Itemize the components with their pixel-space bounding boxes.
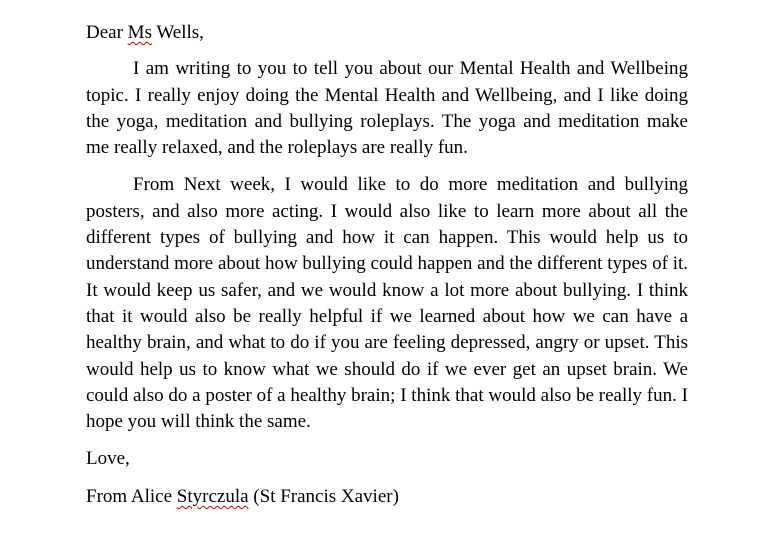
letter-document: [86, 20, 688, 510]
signature-prefix: From Alice: [86, 485, 177, 507]
salutation-suffix: Wells,: [151, 22, 204, 43]
salutation: [86, 20, 688, 46]
signature-suffix: (St Francis Xavier): [248, 485, 399, 507]
paragraph-1: I am writing to you to tell you about our Mental Health and Wellbeing topic. I really enjoy doing the Mental Health and Wellbeing, and I like doing the yoga, meditation and bullying roleplays. The yoga and meditation make me really relaxed, and the roleplays are really fun.: [86, 58, 688, 159]
signature-surname-misspelled[interactable]: Styrczula: [176, 485, 249, 507]
salutation-prefix: Dear: [86, 22, 128, 43]
paragraph-2: From Next week, I would like to do more meditation and bullying posters, and also more acting. I would also like to learn more about all the different types of bullying and how it can happen. This would help us to understand more about how bullying could happen and the different types of it. It would keep us safer, and we would know a lot more about bullying. I think that it would also be really helpful if we learned about how we can have a healthy brain, and what to do if you are feeling depressed, angry or upset. This would help us to know what we should do if we ever get an upset brain. We could also do a poster of a healthy brain; I think that would also be really fun. I hope you will think the same.: [86, 174, 688, 433]
salutation-name-misspelled[interactable]: Ms: [127, 22, 152, 43]
closing: Love,: [86, 448, 130, 470]
signature: [86, 484, 688, 510]
